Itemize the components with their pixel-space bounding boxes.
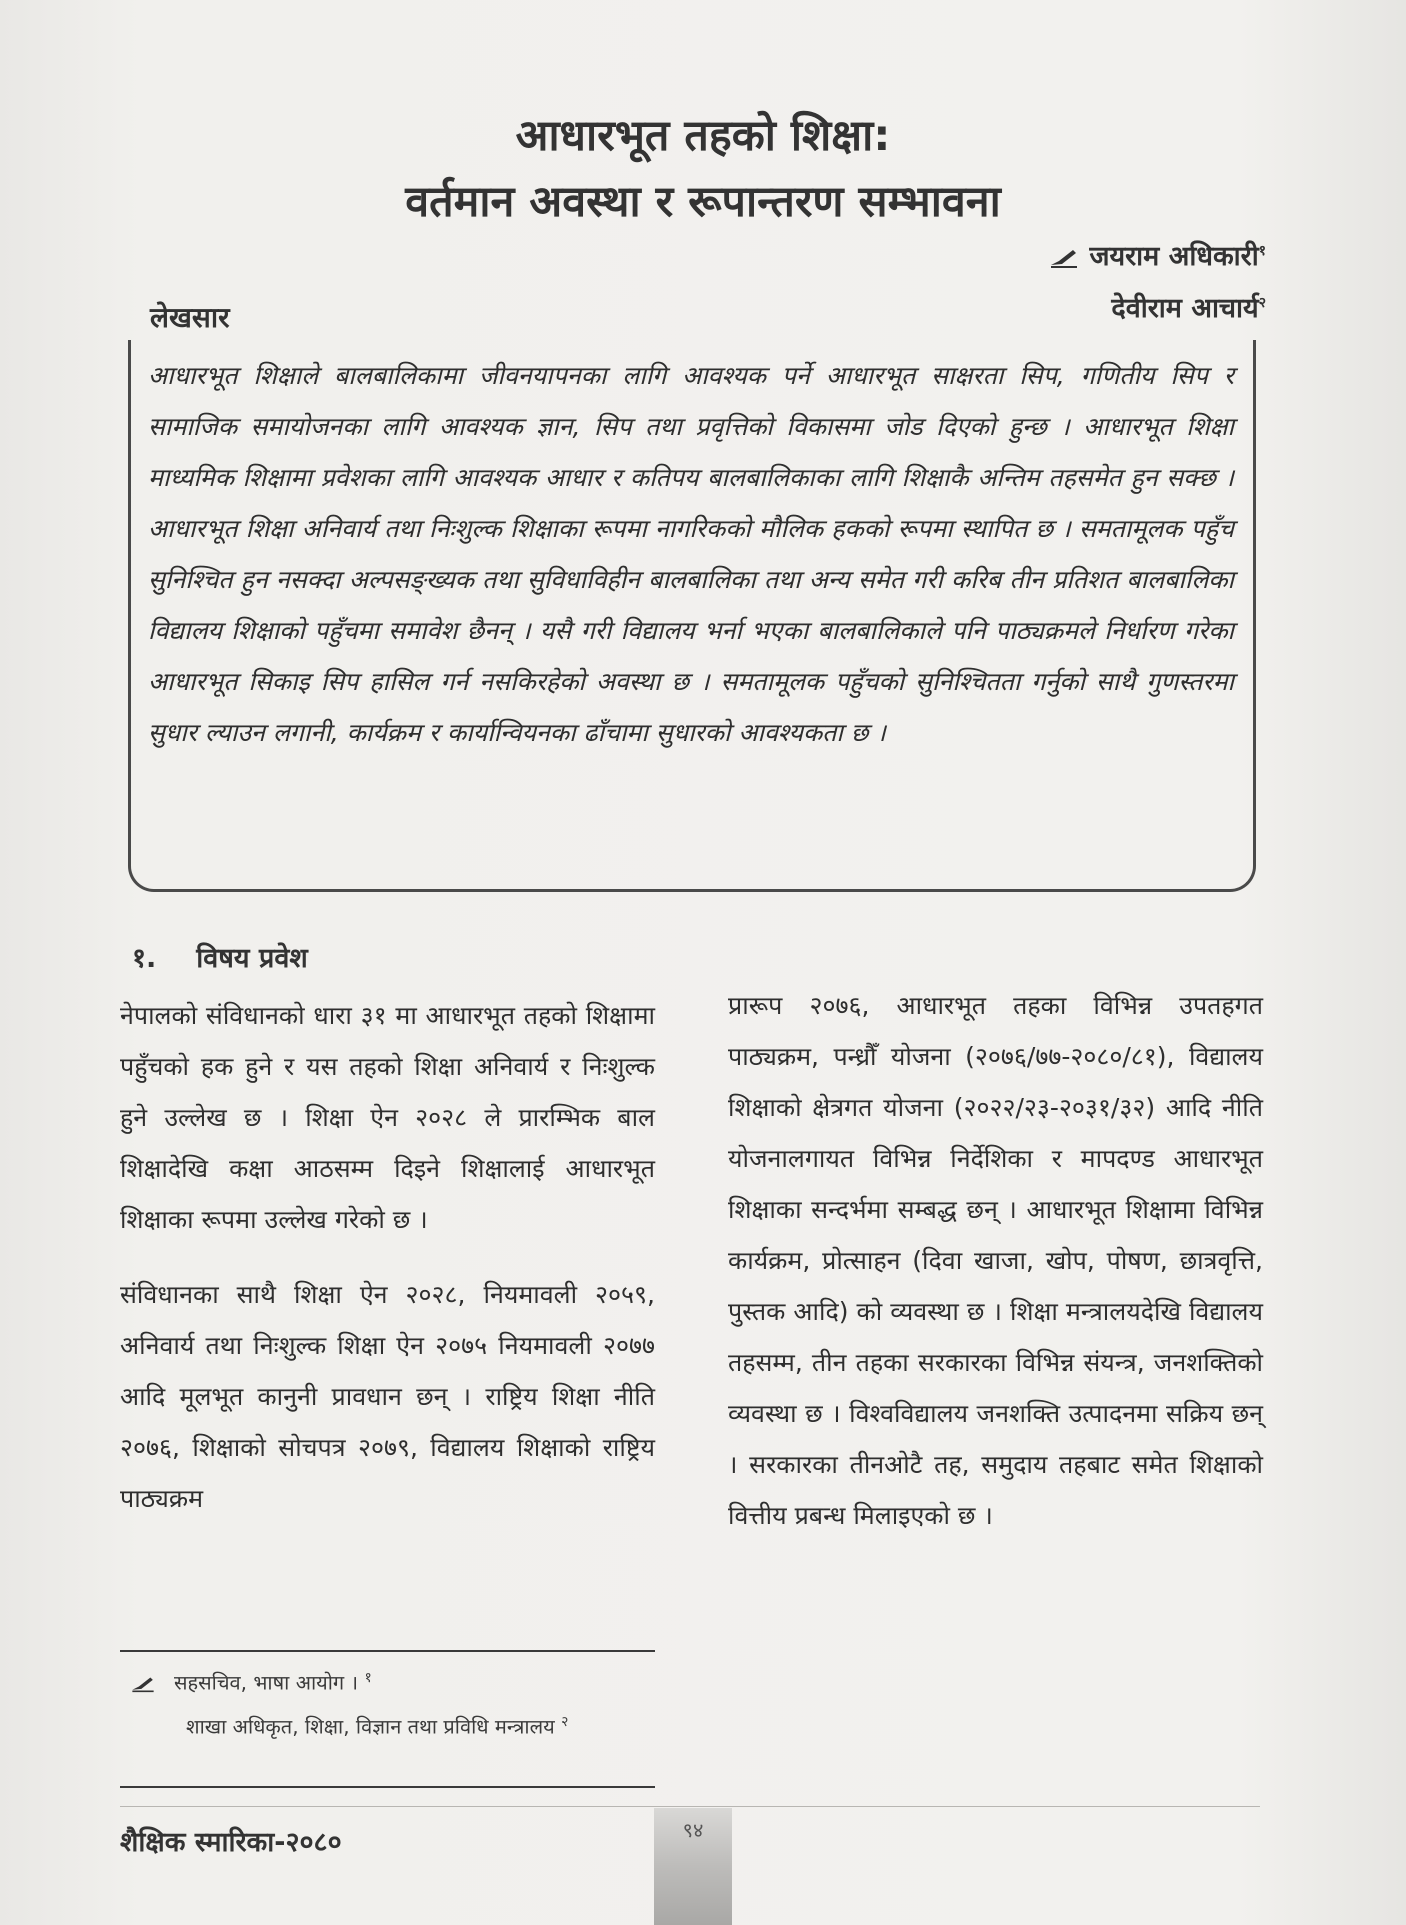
section-title: विषय प्रवेश [196,943,308,974]
author-1-footnote-mark: १ [1258,243,1266,259]
page-number: ९४ [682,1818,704,1842]
pen-icon [130,1675,156,1693]
publication-title: शैक्षिक स्मारिका-२०८० [120,1827,342,1858]
footnote-1-text: सहसचिव, भाषा आयोग । [174,1670,359,1695]
section-heading [132,938,308,975]
author-2 [1111,288,1266,325]
article-title-line-1: आधारभूत तहको शिक्षा: [515,111,891,161]
left-column [120,990,655,1548]
author-1-name: जयराम अधिकारी [1089,241,1259,272]
page-number-tab [654,1808,732,1925]
footnote-2-text: शाखा अधिकृत, शिक्षा, विज्ञान तथा प्रविधि मन्त्रालय [186,1714,555,1739]
right-paragraph-1: प्रारूप २०७६, आधारभूत तहका विभिन्न उपतहगत पाठ्यक्रम, पन्ध्रौँ योजना (२०७६/७७-२०८०/८१), विद्यालय शिक्षाको क्षेत्रगत योजना (२०२२/२३-२०३१/३२) आदि नीति योजनालगायत विभिन्न निर्देशिका र मापदण्ड आधारभूत शिक्षाका सन्दर्भमा सम्बद्ध छन् । आधारभूत शिक्षामा विभिन्न कार्यक्रम, प्रोत्साहन (दिवा खाजा, खोप, पोषण, छात्रवृत्ति, पुस्तक आदि) को व्यवस्था छ । शिक्षा मन्त्रालयदेखि विद्यालय तहसम्म, तीन तहका सरकारका विभिन्न संयन्त्र, जनशक्तिको व्यवस्था छ । विश्वविद्यालय जनशक्ति उत्पादनमा सक्रिय छन् । सरकारका तीनओटै तह, समुदाय तहबाट समेत शिक्षाको वित्तीय प्रबन्ध मिलाइएको छ । [728,991,1263,1530]
footnote-2-mark: २ [561,1714,569,1730]
footnote-1-mark: १ [364,1670,372,1686]
pen-icon [1049,247,1079,269]
abstract-heading: लेखसार [150,301,230,334]
footnote-divider [120,1650,655,1652]
footnote-1 [130,1668,372,1696]
section-number: १. [132,943,157,974]
footnote-2 [186,1712,568,1740]
footer-divider [120,1806,1260,1807]
article-title-line-2: वर्तमान अवस्था र रूपान्तरण सम्भावना [405,177,1001,227]
abstract-text: आधारभूत शिक्षाले बालबालिकामा जीवनयापनका लागि आवश्यक पर्ने आधारभूत साक्षरता सिप, गणितीय सिप र सामाजिक समायोजनका लागि आवश्यक ज्ञान, सिप तथा प्रवृत्तिको विकासमा जोड दिएको हुन्छ । आधारभूत शिक्षा माध्यमिक शिक्षामा प्रवेशका लागि आवश्यक आधार र कतिपय बालबालिकाका लागि शिक्षाकै अन्तिम तहसमेत हुन सक्छ । आधारभूत शिक्षा अनिवार्य तथा निःशुल्क शिक्षाका रूपमा नागरिकको मौलिक हकको रूपमा स्थापित छ । समतामूलक पहुँच सुनिश्चित हुन नसक्दा अल्पसङ्ख्यक तथा सुविधाविहीन बालबालिका तथा अन्य समेत गरी करिब तीन प्रतिशत बालबालिका विद्यालय शिक्षाको पहुँचमा समावेश छैनन् । यसै गरी विद्यालय भर्ना भएका बालबालिकाले पनि पाठ्यक्रमले निर्धारण गरेका आधारभूत सिकाइ सिप हासिल गर्न नसकिरहेको अवस्था छ । समतामूलक पहुँचको सुनिश्चितता गर्नुको साथै गुणस्तरमा सुधार ल्याउन लगानी, कार्यक्रम र कार्यान्वियनका ढाँचामा सुधारको आवश्यकता छ । [148,361,1234,747]
left-paragraph-1: नेपालको संविधानको धारा ३१ मा आधारभूत तहको शिक्षामा पहुँचको हक हुने र यस तहको शिक्षा अनिवार्य र निःशुल्क हुने उल्लेख छ । शिक्षा ऐन २०२८ ले प्रारम्भिक बाल शिक्षादेखि कक्षा आठसम्म दिइने शिक्षालाई आधारभूत शिक्षाका रूपमा उल्लेख गरेको छ । [120,1001,655,1234]
author-2-footnote-mark: २ [1258,295,1266,311]
right-column [728,980,1263,1541]
bottom-divider [120,1786,655,1788]
author-2-name: देवीराम आचार्य [1111,293,1259,324]
left-paragraph-2: संविधानका साथै शिक्षा ऐन २०२८, नियमावली २०५९, अनिवार्य तथा निःशुल्क शिक्षा ऐन २०७५ नियमावली २०७७ आदि मूलभूत कानुनी प्रावधान छन् । राष्ट्रिय शिक्षा नीति २०७६, शिक्षाको सोचपत्र २०७९, विद्यालय शिक्षाको राष्ट्रिय पाठ्यक्रम [120,1280,655,1513]
author-1 [1049,236,1266,273]
